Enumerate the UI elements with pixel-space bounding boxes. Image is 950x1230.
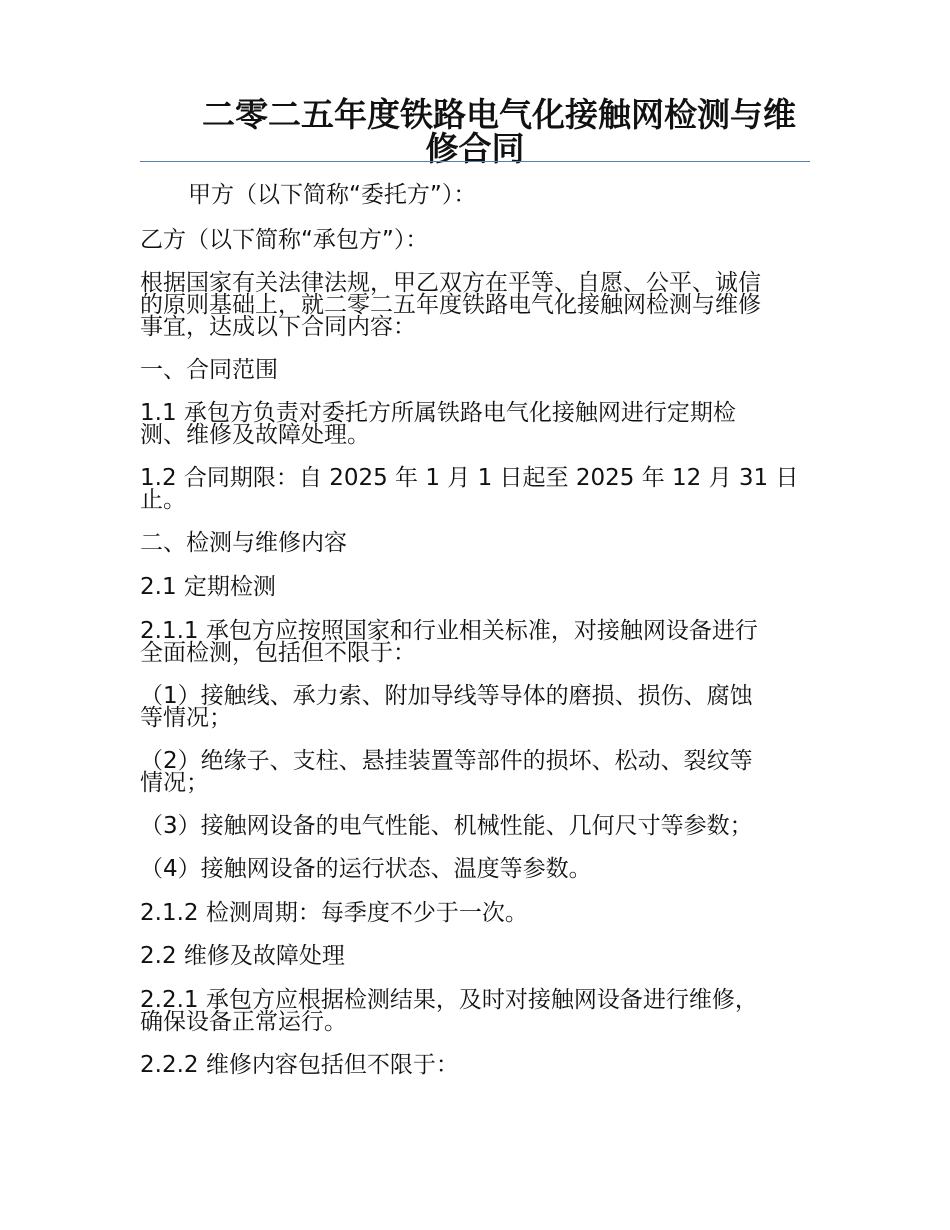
- clause-1-2-line-2: 止。: [140, 487, 186, 513]
- clause-1-1-line-2: 测、维修及故障处理。: [140, 422, 370, 448]
- title-line-2: 修合同: [425, 129, 525, 168]
- title-line-1: 二零二五年度铁路电气化接触网检测与维: [202, 95, 796, 134]
- clause-1-2: [140, 467, 810, 511]
- title-divider: [140, 161, 810, 162]
- clause-2-2-1: [140, 989, 810, 1033]
- section-2-heading: 二、检测与维修内容: [140, 530, 347, 556]
- clause-2-2-1-line-1: 2.2.1 承包方应根据检测结果，及时对接触网设备进行维修，: [140, 987, 758, 1013]
- section-1-heading: 一、合同范围: [140, 357, 278, 383]
- list-item-1: [140, 685, 810, 729]
- list-item-4: （4）接触网设备的运行状态、温度等参数。: [140, 856, 592, 882]
- list-item-1-line-2: 等情况；: [140, 705, 232, 731]
- intro-paragraph: [140, 272, 810, 338]
- intro-line-1: 根据国家有关法律法规，甲乙双方在平等、自愿、公平、诚信: [140, 270, 761, 296]
- list-item-2: [140, 750, 810, 794]
- clause-2-1-1-line-1: 2.1.1 承包方应按照国家和行业相关标准，对接触网设备进行: [140, 618, 758, 644]
- clause-1-1-line-1: 1.1 承包方负责对委托方所属铁路电气化接触网进行定期检: [140, 400, 736, 426]
- clause-2-1-1: [140, 620, 810, 664]
- intro-line-3: 事宜，达成以下合同内容：: [140, 314, 416, 340]
- clause-2-2-2: 2.2.2 维修内容包括但不限于：: [140, 1052, 459, 1078]
- clause-2-1-1-line-2: 全面检测，包括但不限于：: [140, 640, 416, 666]
- document-title: [140, 95, 810, 168]
- list-item-3: （3）接触网设备的电气性能、机械性能、几何尺寸等参数；: [140, 813, 753, 839]
- list-item-1-line-1: （1）接触线、承力索、附加导线等导体的磨损、损伤、腐蚀: [140, 683, 753, 709]
- party-a-line: 甲方（以下简称“委托方”）：: [188, 182, 477, 208]
- list-item-2-line-2: 情况；: [140, 770, 209, 796]
- intro-line-2: 的原则基础上，就二零二五年度铁路电气化接触网检测与维修: [140, 292, 761, 318]
- clause-2-1-2: 2.1.2 检测周期：每季度不少于一次。: [140, 900, 528, 926]
- clause-2-2-1-line-2: 确保设备正常运行。: [140, 1009, 347, 1035]
- clause-1-1: [140, 402, 810, 446]
- clause-1-2-line-1: 1.2 合同期限：自 2025 年 1 月 1 日起至 2025 年 12 月 31 日: [140, 465, 799, 491]
- party-b-line: 乙方（以下简称“承包方”）：: [140, 227, 429, 253]
- list-item-2-line-1: （2）绝缘子、支柱、悬挂装置等部件的损坏、松动、裂纹等: [140, 748, 753, 774]
- clause-2-2-heading: 2.2 维修及故障处理: [140, 943, 345, 969]
- clause-2-1-heading: 2.1 定期检测: [140, 574, 276, 600]
